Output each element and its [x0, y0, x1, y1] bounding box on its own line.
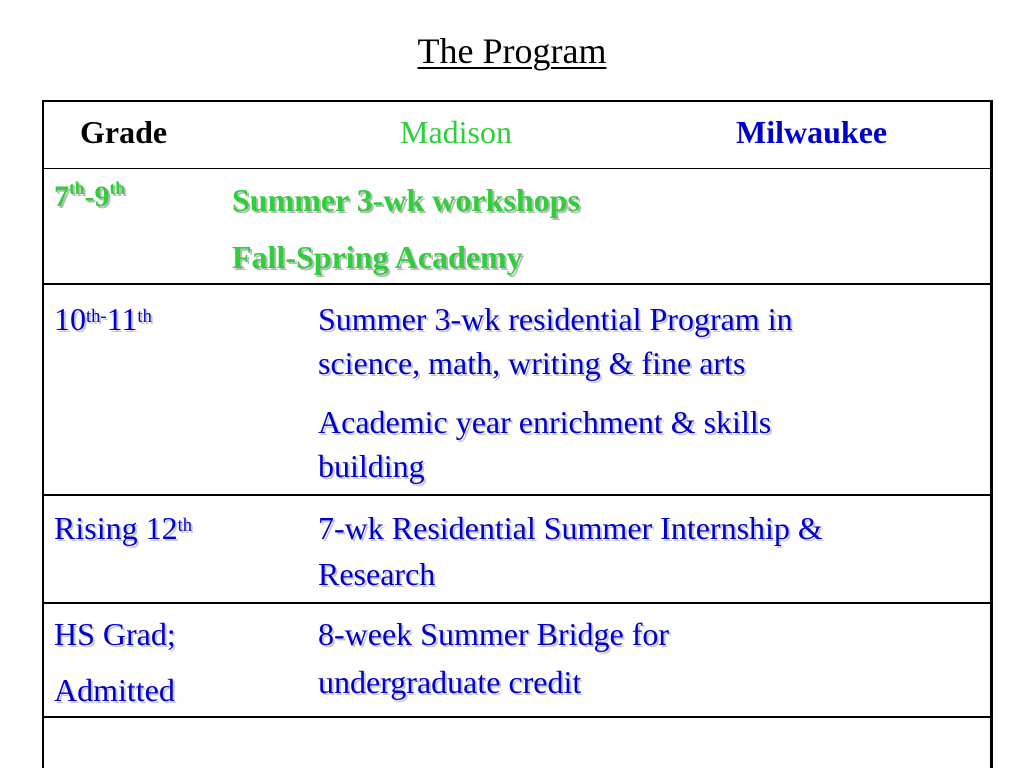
- grade-rising-12: Rising 12th: [54, 510, 193, 546]
- row-divider: [42, 283, 992, 285]
- row-divider: [42, 716, 992, 718]
- grade-10-11: $10^{th-}11th$: [54, 301, 152, 337]
- madison-program-line: Summer 3-wk workshops: [232, 182, 580, 218]
- milwaukee-program-line: undergraduate credit: [318, 664, 582, 700]
- madison-program-line: Fall-Spring Academy: [232, 239, 523, 275]
- row-divider: [42, 602, 992, 604]
- row-divider: [42, 494, 992, 496]
- milwaukee-program-line: Summer 3-wk residential Program in: [318, 301, 793, 337]
- header-madison: Madison: [400, 114, 512, 150]
- row-divider: [42, 168, 992, 169]
- header-milwaukee: Milwaukee: [736, 114, 888, 150]
- milwaukee-program-line: science, math, writing & fine arts: [318, 345, 746, 381]
- milwaukee-program-line: 8-week Summer Bridge for: [318, 616, 670, 652]
- page-title: The Program: [417, 31, 607, 71]
- milwaukee-program-line: Academic year enrichment & skills: [318, 404, 772, 440]
- grade-hs-grad: HS Grad;: [54, 616, 176, 652]
- milwaukee-program-line: Research: [318, 556, 436, 592]
- grade-7-9: 7th-9th: [54, 178, 125, 213]
- milwaukee-program-line: building: [318, 448, 425, 484]
- milwaukee-program-line: 7-wk Residential Summer Internship &: [318, 510, 823, 546]
- header-grade: Grade: [80, 114, 168, 150]
- grade-admitted: Admitted: [54, 672, 175, 708]
